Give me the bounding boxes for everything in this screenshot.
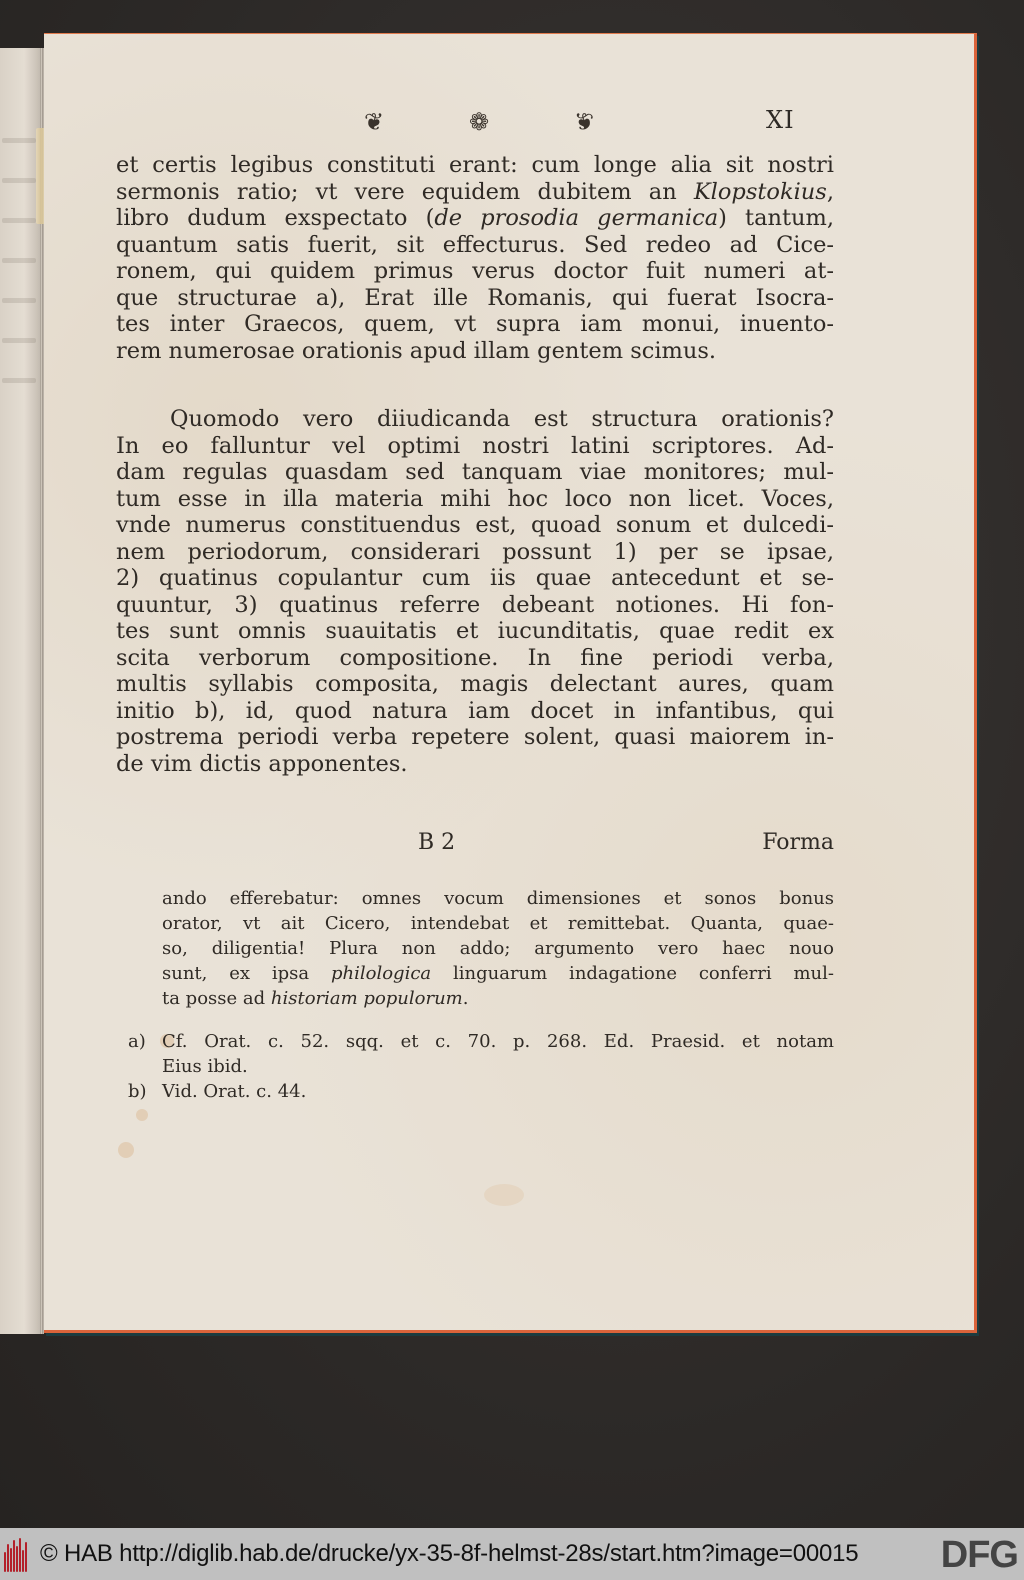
text-line: sermonis ratio; vt vere equidem dubitem an Klopstokius,	[116, 178, 834, 205]
text-line: quantum satis fuerit, sit effecturus. Sed redeo ad Cice-	[116, 231, 834, 258]
facing-page-edge	[0, 48, 44, 1334]
footnote-b	[128, 1079, 834, 1104]
bleed-through-text	[2, 258, 36, 263]
text-line: que structurae a), Erat ille Romanis, qui fuerat Isocra-	[116, 284, 834, 311]
foxing-stain	[484, 1184, 524, 1206]
italic-term: historiam populorum	[270, 988, 463, 1009]
signature-mark: B 2	[418, 830, 456, 855]
footnote-line: Vid. Orat. c. 44.	[162, 1081, 307, 1102]
text-line: tes inter Graecos, quem, vt supra iam monui, inuento-	[116, 311, 834, 337]
footnote-line: Eius ibid.	[162, 1056, 248, 1077]
copyright-link[interactable]: © HAB http://diglib.hab.de/drucke/yx-35-8f-helmst-28s/start.htm?image=00015	[40, 1540, 859, 1567]
hab-logo-icon	[4, 1536, 30, 1572]
continued-note	[162, 886, 834, 1011]
footnote-line: Cf. Orat. c. 52. sqq. et c. 70. p. 268. Ed. Praesid. et notam	[162, 1031, 834, 1052]
note-line: sunt, ex ipsa philologica linguarum indagatione conferri mul-	[162, 963, 834, 984]
footnotes	[128, 1029, 834, 1104]
text-line: nem periodorum, considerari possunt 1) per se ipsae,	[116, 538, 834, 565]
italic-name: Klopstokius	[693, 178, 827, 205]
bleed-through-text	[2, 218, 36, 223]
text-line: tes sunt omnis suauitatis et iucunditatis, quae redit ex	[116, 618, 834, 644]
attribution-bar	[0, 1528, 1024, 1580]
ornament-scroll-left-icon: ❦	[364, 108, 385, 136]
text-line: 2) quatinus copulantur cum iis quae antecedunt et se-	[116, 565, 834, 591]
text-line: libro dudum exspectato (de prosodia germanica) tantum,	[116, 205, 834, 231]
footnote-label: a)	[128, 1031, 146, 1052]
paragraph-2	[116, 406, 834, 777]
bleed-through-text	[2, 378, 36, 383]
text-line: multis syllabis composita, magis delectant aures, quam	[116, 671, 834, 697]
ornament-shell-icon: ❁	[468, 108, 490, 136]
footnote-a	[128, 1029, 834, 1079]
note-line: ta posse ad historiam populorum.	[162, 988, 469, 1009]
text-line: de vim dictis apponentes.	[116, 750, 408, 777]
italic-term: philologica	[330, 963, 432, 984]
text-line: vnde numerus constituendus est, quoad sonum et dulcedi-	[116, 512, 834, 538]
page-number: XI	[766, 106, 795, 134]
text-line: dam regulas quasdam sed tanquam viae monitores; mul-	[116, 459, 834, 485]
paragraph-1	[116, 152, 834, 364]
ornament-scroll-right-icon: ❦	[573, 108, 594, 136]
text-line: postrema periodi verba repetere solent, quasi maiorem in-	[116, 724, 834, 750]
note-line: ando efferebatur: omnes vocum dimensiones et sonos bonus	[162, 888, 834, 909]
footnote-label: b)	[128, 1081, 147, 1102]
text-line: rem numerosae orationis apud illam gentem scimus.	[116, 337, 717, 364]
text-line: scita verborum compositione. In fine periodi verba,	[116, 644, 834, 671]
running-head-ornaments	[364, 106, 594, 138]
text-line: et certis legibus constituti erant: cum longe alia sit nostri	[116, 152, 834, 178]
dfg-logo: DFG	[940, 1534, 1018, 1576]
catchword: Forma	[762, 830, 834, 855]
text-line: ronem, qui quidem primus verus doctor fuit numeri at-	[116, 258, 834, 284]
note-line: orator, vt ait Cicero, intendebat et remittebat. Quanta, quae-	[162, 913, 834, 934]
foxing-stain	[118, 1142, 134, 1158]
text-line: initio b), id, quod natura iam docet in infantibus, qui	[116, 697, 834, 724]
book-gutter	[40, 48, 43, 1334]
book-page	[44, 33, 977, 1333]
italic-title: de prosodia germanica	[434, 205, 719, 231]
bleed-through-text	[2, 138, 36, 143]
text-line: In eo falluntur vel optimi nostri latini scriptores. Ad-	[116, 432, 834, 459]
signature-line	[116, 830, 834, 860]
text-line: Quomodo vero diiudicanda est structura orationis?	[170, 406, 834, 432]
text-line: quuntur, 3) quatinus referre debeant notiones. Hi fon-	[116, 591, 834, 618]
note-line: so, diligentia! Plura non addo; argumento vero haec nouo	[162, 938, 834, 959]
foxing-stain	[136, 1109, 148, 1121]
bleed-through-text	[2, 178, 36, 183]
text-line: tum esse in illa materia mihi hoc loco non licet. Voces,	[116, 485, 834, 512]
bleed-through-text	[2, 338, 36, 343]
bleed-through-text	[2, 298, 36, 303]
